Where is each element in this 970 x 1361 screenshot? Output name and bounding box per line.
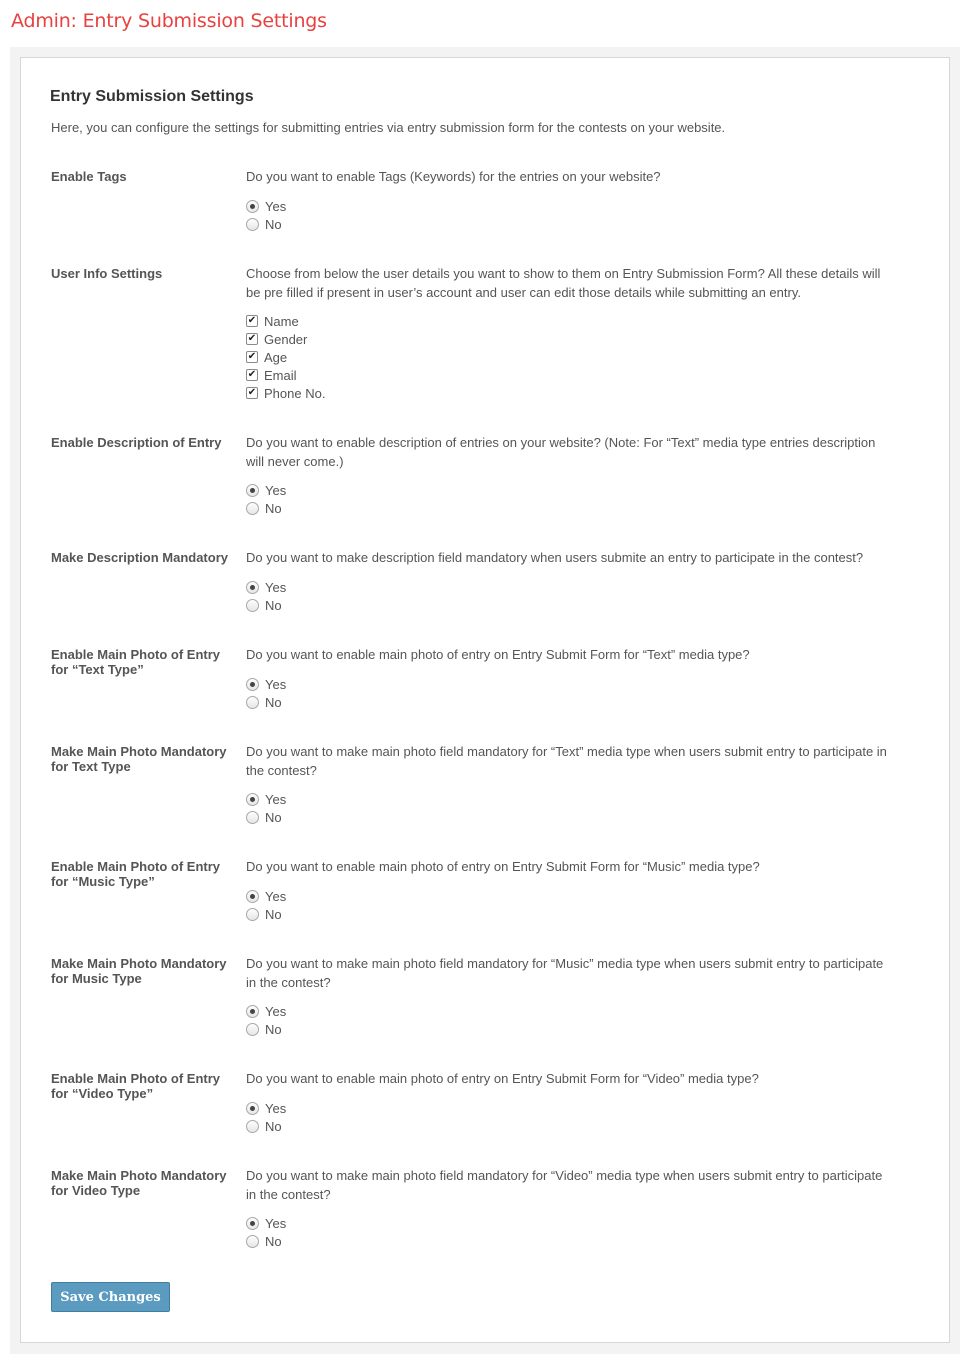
radio-yes[interactable]	[246, 890, 259, 903]
option-no[interactable]	[246, 1232, 286, 1250]
setting-label: Make Main Photo Mandatory for Text Type	[51, 744, 227, 774]
radio-no[interactable]	[246, 218, 259, 231]
radio-no[interactable]	[246, 1120, 259, 1133]
setting-label: Enable Tags	[51, 169, 127, 184]
radio-group	[246, 790, 286, 826]
option-yes-label: Yes	[265, 1100, 287, 1116]
checkbox-email[interactable]: ✔	[247, 369, 257, 380]
checkbox-age[interactable]: ✔	[247, 351, 257, 362]
option-no-label: No	[265, 597, 282, 613]
radio-group	[246, 1099, 286, 1135]
setting-label: Enable Main Photo of Entry for “Text Type”	[51, 647, 221, 677]
option-yes[interactable]	[246, 790, 286, 808]
option-no-label: No	[265, 216, 282, 232]
user-field-name[interactable]	[246, 312, 325, 330]
option-yes[interactable]	[246, 481, 286, 499]
option-yes[interactable]	[246, 1002, 286, 1020]
option-no[interactable]	[246, 905, 286, 923]
setting-label: Make Main Photo Mandatory for Video Type	[51, 1168, 227, 1198]
radio-yes[interactable]	[246, 678, 259, 691]
setting-question: Do you want to enable Tags (Keywords) for the entries on your website?	[246, 169, 661, 184]
setting-question: Do you want to enable description of entries on your website? (Note: For “Text” media type entries description will never come.)	[246, 435, 876, 469]
setting-question: Choose from below the user details you want to show to them on Entry Submission Form? All these details will be pre filled if present in user’s account and user can edit those details while submitting an entry.	[246, 266, 881, 300]
radio-yes[interactable]	[246, 1102, 259, 1115]
setting-question: Do you want to make description field mandatory when users submite an entry to participate in the contest?	[246, 550, 864, 565]
option-no[interactable]	[246, 596, 286, 614]
option-no-label: No	[265, 809, 282, 825]
user-field-label: Name	[264, 313, 299, 329]
checkbox-phone[interactable]: ✔	[247, 387, 257, 398]
option-yes-label: Yes	[265, 1003, 287, 1019]
setting-question: Do you want to enable main photo of entry on Entry Submit Form for “Text” media type?	[246, 647, 750, 662]
user-field-label: Email	[264, 367, 297, 383]
option-no-label: No	[265, 1118, 282, 1134]
setting-question: Do you want to enable main photo of entry on Entry Submit Form for “Music” media type?	[246, 859, 760, 874]
user-field-age[interactable]	[246, 348, 325, 366]
radio-no[interactable]	[246, 696, 259, 709]
option-no[interactable]	[246, 693, 286, 711]
settings-container	[10, 47, 960, 1354]
radio-no[interactable]	[246, 1023, 259, 1036]
option-no[interactable]	[246, 808, 286, 826]
option-yes-label: Yes	[265, 888, 287, 904]
user-field-phone[interactable]	[246, 384, 325, 402]
setting-label: Enable Description of Entry	[51, 435, 222, 450]
option-yes-label: Yes	[265, 676, 287, 692]
option-yes[interactable]	[246, 1214, 286, 1232]
radio-group	[246, 1002, 286, 1038]
option-yes[interactable]	[246, 197, 286, 215]
radio-group	[246, 1214, 286, 1250]
radio-no[interactable]	[246, 908, 259, 921]
setting-label: Enable Main Photo of Entry for “Video Type”	[51, 1071, 221, 1101]
user-field-label: Gender	[264, 331, 308, 347]
user-field-label: Phone No.	[264, 385, 326, 401]
option-no-label: No	[265, 694, 282, 710]
setting-label: Make Description Mandatory	[51, 550, 228, 565]
option-yes[interactable]	[246, 578, 286, 596]
panel-heading: Entry Submission Settings	[50, 88, 254, 105]
option-no-label: No	[265, 906, 282, 922]
option-no[interactable]	[246, 499, 286, 517]
option-yes-label: Yes	[265, 791, 287, 807]
page-title: Admin: Entry Submission Settings	[11, 10, 327, 32]
radio-yes[interactable]	[246, 484, 259, 497]
radio-yes[interactable]	[246, 1217, 259, 1230]
user-field-email[interactable]	[246, 366, 325, 384]
option-no[interactable]	[246, 1020, 286, 1038]
setting-label: Make Main Photo Mandatory for Music Type	[51, 956, 227, 986]
option-no[interactable]	[246, 215, 286, 233]
user-field-gender[interactable]	[246, 330, 325, 348]
option-no-label: No	[265, 500, 282, 516]
setting-question: Do you want to make main photo field mandatory for “Text” media type when users submit entry to participate in the contest?	[246, 744, 887, 778]
radio-group	[246, 887, 286, 923]
radio-group	[246, 578, 286, 614]
option-no-label: No	[265, 1021, 282, 1037]
radio-yes[interactable]	[246, 200, 259, 213]
setting-label: Enable Main Photo of Entry for “Music Type”	[51, 859, 221, 889]
radio-yes[interactable]	[246, 793, 259, 806]
radio-yes[interactable]	[246, 581, 259, 594]
save-changes-button[interactable]: Save Changes	[51, 1282, 170, 1312]
radio-no[interactable]	[246, 502, 259, 515]
setting-label: User Info Settings	[51, 266, 163, 281]
radio-group	[246, 481, 286, 517]
option-yes[interactable]	[246, 675, 286, 693]
checkbox-group	[246, 312, 325, 402]
radio-yes[interactable]	[246, 1005, 259, 1018]
setting-question: Do you want to enable main photo of entry on Entry Submit Form for “Video” media type?	[246, 1071, 759, 1086]
panel-intro: Here, you can configure the settings for submitting entries via entry submission form for the contests on your website.	[51, 120, 726, 135]
settings-panel	[20, 57, 950, 1343]
radio-group	[246, 197, 286, 233]
checkbox-gender[interactable]: ✔	[247, 333, 257, 344]
option-yes[interactable]	[246, 887, 286, 905]
option-no[interactable]	[246, 1117, 286, 1135]
radio-no[interactable]	[246, 599, 259, 612]
option-yes[interactable]	[246, 1099, 286, 1117]
checkbox-name[interactable]: ✔	[247, 315, 257, 326]
user-field-label: Age	[264, 349, 288, 365]
radio-group	[246, 675, 286, 711]
option-yes-label: Yes	[265, 1215, 287, 1231]
setting-question: Do you want to make main photo field mandatory for “Music” media type when users submit entry to participate in the contest?	[246, 956, 884, 990]
setting-question: Do you want to make main photo field mandatory for “Video” media type when users submit entry to participate in the contest?	[246, 1168, 883, 1202]
option-no-label: No	[265, 1233, 282, 1249]
option-yes-label: Yes	[265, 579, 287, 595]
option-yes-label: Yes	[265, 198, 287, 214]
radio-no[interactable]	[246, 1235, 259, 1248]
option-yes-label: Yes	[265, 482, 287, 498]
radio-no[interactable]	[246, 811, 259, 824]
